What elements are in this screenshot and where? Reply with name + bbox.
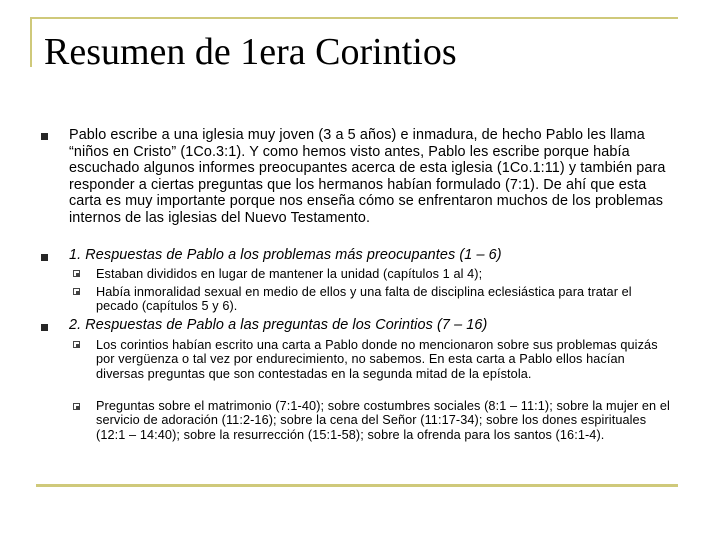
hollow-square-bullet-icon bbox=[73, 403, 80, 410]
title-frame-top-rule bbox=[30, 17, 678, 19]
sub-bullet-text: Estaban divididos en lugar de mantener la unidad (capítulos 1 al 4); bbox=[96, 267, 483, 281]
bullet-text-summary: Pablo escribe a una iglesia muy joven (3 a 5 años) e inmadura, de hecho Pablo les llama “niños en Cristo” (1Co.3:1). Y como hemos visto antes, Pablo les escribe porque había escuchado algunos informes preocupantes acerca de esta iglesia (1Co.1:11) y también para responder a ciertas preguntas que los hermanos habían formulado (7:1). De ahí que esta carta es muy importante porque nos enseña cómo se enfrentaron muchos de los problemas internos de las iglesias del Nuevo Testamento. bbox=[69, 127, 666, 226]
bottom-divider bbox=[36, 484, 678, 487]
hollow-square-bullet-icon bbox=[73, 341, 80, 348]
bullet-text-section-2: 2. Respuestas de Pablo a las preguntas de los Corintios (7 – 16) bbox=[69, 317, 488, 333]
title-frame-left-rule bbox=[30, 17, 32, 67]
hollow-square-bullet-icon bbox=[73, 270, 80, 277]
bullet-text-section-1: 1. Respuestas de Pablo a los problemas más preocupantes (1 – 6) bbox=[69, 247, 502, 263]
square-bullet-icon bbox=[41, 324, 48, 331]
square-bullet-icon bbox=[41, 254, 48, 261]
page-title: Resumen de 1era Corintios bbox=[44, 31, 457, 73]
sub-bullet-text: Preguntas sobre el matrimonio (7:1-40); sobre costumbres sociales (8:1 – 11:1); sobre la mujer en el servicio de adoración (11:2-16); sobre la cena del Señor (11:17-34); sobre los dones espirituales (12:1 – 14:40); sobre la resurrección (15:1-58); sobre la ofrenda para los santos (16:1-4). bbox=[96, 399, 670, 442]
sub-bullet-text: Había inmoralidad sexual en medio de ellos y una falta de disciplina eclesiástica para tratar el pecado (capítulos 5 y 6). bbox=[96, 285, 632, 314]
sub-bullet-text: Los corintios habían escrito una carta a Pablo donde no mencionaron sobre sus problemas quizás por vergüenza o tal vez por endurecimiento, no sabemos. En esta carta a Pablo ellos hacían diversas preguntas que son contestadas en la segunda mitad de la epístola. bbox=[96, 338, 658, 381]
hollow-square-bullet-icon bbox=[73, 288, 80, 295]
square-bullet-icon bbox=[41, 133, 48, 140]
